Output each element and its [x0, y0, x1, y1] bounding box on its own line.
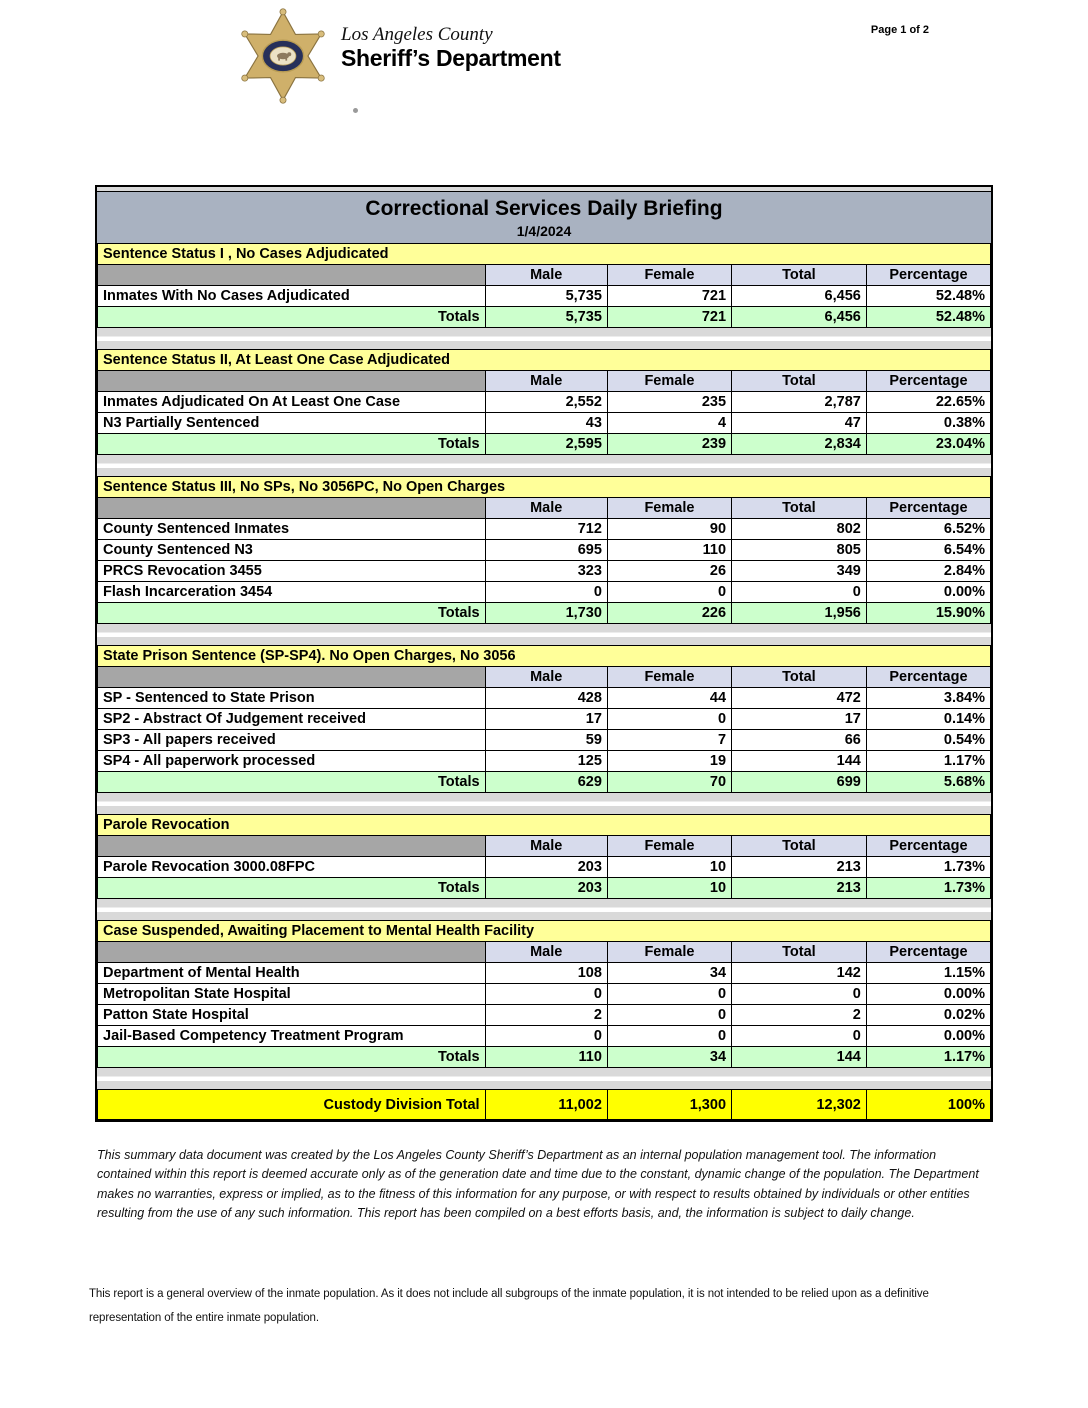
column-header-female: Female [607, 836, 731, 857]
totals-value: 110 [485, 1047, 607, 1068]
column-header-percentage: Percentage [866, 265, 990, 286]
cell-value: 6,456 [732, 286, 867, 307]
column-header-female: Female [607, 667, 731, 688]
section-table [97, 349, 991, 455]
cell-value: 2,787 [732, 392, 867, 413]
disclaimer-text: This summary data document was created by the Los Angeles County Sheriff’s Department as an internal population management tool. The information contained within this report is deemed accurate only as of the generation date and time due to the constant, dynamic change of the population. The Department makes no warranties, express or implied, as to the fitness of this information for any purpose, or with respect to results obtained by individuals or other entities resulting from the use of any such information. This report has been compiled on a best efforts basis, and, the information is subject to daily change. [97, 1148, 979, 1221]
section-spacer [97, 1068, 991, 1089]
table-row [98, 963, 991, 984]
registered-mark-icon [353, 108, 358, 113]
cell-value: 805 [732, 540, 867, 561]
cell-value: 125 [485, 751, 607, 772]
row-label: Flash Incarceration 3454 [98, 582, 486, 603]
column-spacer-cell [98, 942, 486, 963]
totals-value: 239 [607, 434, 731, 455]
cell-value: 721 [607, 286, 731, 307]
section-header-row [98, 646, 991, 667]
cell-value: 0.00% [866, 1026, 990, 1047]
cell-value: 0.38% [866, 413, 990, 434]
page-number-label: Page 1 of 2 [870, 24, 929, 36]
totals-value: 1,956 [732, 603, 867, 624]
cell-value: 323 [485, 561, 607, 582]
cell-value: 2.84% [866, 561, 990, 582]
cell-value: 5,735 [485, 286, 607, 307]
column-header-female: Female [607, 942, 731, 963]
cell-value: 47 [732, 413, 867, 434]
cell-value: 0.02% [866, 1005, 990, 1026]
cell-value: 3.84% [866, 688, 990, 709]
section-header-row [98, 921, 991, 942]
totals-value: 213 [732, 878, 867, 899]
column-header-total: Total [732, 942, 867, 963]
totals-value: 52.48% [866, 307, 990, 328]
row-label: SP - Sentenced to State Prison [98, 688, 486, 709]
section-title: Sentence Status II, At Least One Case Adjudicated [98, 350, 991, 371]
table-row [98, 984, 991, 1005]
row-label: SP3 - All papers received [98, 730, 486, 751]
table-row [98, 540, 991, 561]
section-header-row [98, 244, 991, 265]
cell-value: 1.15% [866, 963, 990, 984]
cell-value: 90 [607, 519, 731, 540]
column-header-row [98, 371, 991, 392]
cell-value: 0 [607, 582, 731, 603]
totals-value: 23.04% [866, 434, 990, 455]
section-table [97, 645, 991, 793]
column-header-row [98, 942, 991, 963]
row-label: Department of Mental Health [98, 963, 486, 984]
row-label: Metropolitan State Hospital [98, 984, 486, 1005]
column-spacer-cell [98, 667, 486, 688]
section-title: Parole Revocation [98, 815, 991, 836]
totals-value: 10 [607, 878, 731, 899]
cell-value: 235 [607, 392, 731, 413]
column-spacer-cell [98, 498, 486, 519]
totals-value: 34 [607, 1047, 731, 1068]
totals-row [98, 1047, 991, 1068]
cell-value: 17 [732, 709, 867, 730]
totals-value: 721 [607, 307, 731, 328]
sheriff-star-badge-icon [235, 8, 331, 104]
row-label: SP4 - All paperwork processed [98, 751, 486, 772]
totals-row [98, 434, 991, 455]
table-row [98, 709, 991, 730]
column-header-percentage: Percentage [866, 942, 990, 963]
cell-value: 712 [485, 519, 607, 540]
table-row [98, 392, 991, 413]
column-spacer-cell [98, 836, 486, 857]
section-table [97, 920, 991, 1068]
grand-total-label: Custody Division Total [98, 1090, 486, 1120]
table-row [98, 730, 991, 751]
cell-value: 0 [607, 1026, 731, 1047]
grand-total-percentage: 100% [866, 1090, 990, 1120]
cell-value: 6.52% [866, 519, 990, 540]
column-header-percentage: Percentage [866, 371, 990, 392]
column-header-total: Total [732, 836, 867, 857]
cell-value: 0 [607, 984, 731, 1005]
totals-label: Totals [98, 772, 486, 793]
cell-value: 695 [485, 540, 607, 561]
report-title: Correctional Services Daily Briefing [365, 197, 723, 220]
grand-total-female: 1,300 [607, 1090, 731, 1120]
section-title: Case Suspended, Awaiting Placement to Mental Health Facility [98, 921, 991, 942]
column-header-male: Male [485, 265, 607, 286]
cell-value: 108 [485, 963, 607, 984]
column-header-percentage: Percentage [866, 498, 990, 519]
row-label: Inmates Adjudicated On At Least One Case [98, 392, 486, 413]
column-header-male: Male [485, 498, 607, 519]
row-label: N3 Partially Sentenced [98, 413, 486, 434]
grand-total-table [97, 1089, 991, 1120]
column-header-percentage: Percentage [866, 836, 990, 857]
cell-value: 110 [607, 540, 731, 561]
row-label: Inmates With No Cases Adjudicated [98, 286, 486, 307]
cell-value: 0.00% [866, 582, 990, 603]
cell-value: 144 [732, 751, 867, 772]
grand-total-row [98, 1090, 991, 1120]
totals-value: 203 [485, 878, 607, 899]
totals-value: 1,730 [485, 603, 607, 624]
cell-value: 66 [732, 730, 867, 751]
table-row [98, 286, 991, 307]
column-header-row [98, 498, 991, 519]
cell-value: 43 [485, 413, 607, 434]
column-header-total: Total [732, 371, 867, 392]
cell-value: 472 [732, 688, 867, 709]
cell-value: 2 [732, 1005, 867, 1026]
totals-label: Totals [98, 878, 486, 899]
column-header-female: Female [607, 265, 731, 286]
section-header-row [98, 815, 991, 836]
totals-row [98, 307, 991, 328]
totals-value: 1.17% [866, 1047, 990, 1068]
cell-value: 0 [607, 1005, 731, 1026]
column-header-row [98, 667, 991, 688]
row-label: SP2 - Abstract Of Judgement received [98, 709, 486, 730]
column-header-row [98, 265, 991, 286]
table-row [98, 413, 991, 434]
column-header-male: Male [485, 836, 607, 857]
table-row [98, 751, 991, 772]
cell-value: 0 [485, 582, 607, 603]
section-title: Sentence Status III, No SPs, No 3056PC, No Open Charges [98, 477, 991, 498]
cell-value: 22.65% [866, 392, 990, 413]
cell-value: 2 [485, 1005, 607, 1026]
column-header-total: Total [732, 498, 867, 519]
section-spacer [97, 328, 991, 349]
column-header-female: Female [607, 371, 731, 392]
cell-value: 0 [732, 582, 867, 603]
cell-value: 349 [732, 561, 867, 582]
cell-value: 6.54% [866, 540, 990, 561]
section-title: Sentence Status I , No Cases Adjudicated [98, 244, 991, 265]
sections-container [97, 243, 991, 1089]
cell-value: 428 [485, 688, 607, 709]
cell-value: 0 [732, 984, 867, 1005]
column-header-female: Female [607, 498, 731, 519]
section-spacer [97, 624, 991, 645]
cell-value: 213 [732, 857, 867, 878]
table-row [98, 582, 991, 603]
column-header-male: Male [485, 667, 607, 688]
totals-value: 699 [732, 772, 867, 793]
section-spacer [97, 455, 991, 476]
totals-value: 15.90% [866, 603, 990, 624]
table-row [98, 1005, 991, 1026]
agency-department-label: Sheriff’s Department [341, 45, 561, 71]
cell-value: 0 [607, 709, 731, 730]
cell-value: 0 [732, 1026, 867, 1047]
table-row [98, 519, 991, 540]
row-label: Patton State Hospital [98, 1005, 486, 1026]
agency-logo [235, 8, 561, 104]
section-title: State Prison Sentence (SP-SP4). No Open Charges, No 3056 [98, 646, 991, 667]
cell-value: 0.00% [866, 984, 990, 1005]
cell-value: 1.73% [866, 857, 990, 878]
column-header-male: Male [485, 371, 607, 392]
cell-value: 10 [607, 857, 731, 878]
footnote-text: This report is a general overview of the inmate population. As it does not include all subgroups of the inmate population, it is not intended to be relied upon as a definitive representation of the entire inmate population. [89, 1287, 929, 1325]
totals-value: 144 [732, 1047, 867, 1068]
cell-value: 203 [485, 857, 607, 878]
section-spacer [97, 793, 991, 814]
totals-row [98, 878, 991, 899]
agency-name [341, 8, 561, 72]
document-header [95, 0, 993, 185]
row-label: County Sentenced Inmates [98, 519, 486, 540]
totals-value: 2,834 [732, 434, 867, 455]
totals-value: 1.73% [866, 878, 990, 899]
cell-value: 44 [607, 688, 731, 709]
section-table [97, 243, 991, 328]
column-spacer-cell [98, 371, 486, 392]
section-table [97, 814, 991, 899]
totals-label: Totals [98, 307, 486, 328]
cell-value: 52.48% [866, 286, 990, 307]
cell-value: 17 [485, 709, 607, 730]
column-header-total: Total [732, 265, 867, 286]
totals-row [98, 603, 991, 624]
section-spacer [97, 899, 991, 920]
grand-total-male: 11,002 [485, 1090, 607, 1120]
totals-value: 629 [485, 772, 607, 793]
section-header-row [98, 477, 991, 498]
totals-value: 2,595 [485, 434, 607, 455]
report-title-bar [97, 192, 991, 243]
report-date: 1/4/2024 [516, 223, 572, 239]
cell-value: 59 [485, 730, 607, 751]
row-label: Jail-Based Competency Treatment Program [98, 1026, 486, 1047]
row-label: County Sentenced N3 [98, 540, 486, 561]
agency-county-label: Los Angeles County [341, 24, 493, 45]
table-row [98, 561, 991, 582]
cell-value: 34 [607, 963, 731, 984]
table-row [98, 857, 991, 878]
totals-label: Totals [98, 434, 486, 455]
totals-label: Totals [98, 603, 486, 624]
grand-total-total: 12,302 [732, 1090, 867, 1120]
totals-value: 5.68% [866, 772, 990, 793]
cell-value: 19 [607, 751, 731, 772]
report-block [95, 185, 993, 1122]
cell-value: 4 [607, 413, 731, 434]
totals-value: 5,735 [485, 307, 607, 328]
column-header-percentage: Percentage [866, 667, 990, 688]
section-header-row [98, 350, 991, 371]
table-row [98, 1026, 991, 1047]
column-header-male: Male [485, 942, 607, 963]
cell-value: 802 [732, 519, 867, 540]
cell-value: 2,552 [485, 392, 607, 413]
totals-label: Totals [98, 1047, 486, 1068]
totals-value: 70 [607, 772, 731, 793]
cell-value: 0.14% [866, 709, 990, 730]
column-spacer-cell [98, 265, 486, 286]
column-header-row [98, 836, 991, 857]
table-row [98, 688, 991, 709]
totals-row [98, 772, 991, 793]
cell-value: 0 [485, 984, 607, 1005]
row-label: Parole Revocation 3000.08FPC [98, 857, 486, 878]
cell-value: 0.54% [866, 730, 990, 751]
cell-value: 0 [485, 1026, 607, 1047]
totals-value: 226 [607, 603, 731, 624]
cell-value: 7 [607, 730, 731, 751]
section-table [97, 476, 991, 624]
cell-value: 142 [732, 963, 867, 984]
totals-value: 6,456 [732, 307, 867, 328]
column-header-total: Total [732, 667, 867, 688]
cell-value: 26 [607, 561, 731, 582]
cell-value: 1.17% [866, 751, 990, 772]
row-label: PRCS Revocation 3455 [98, 561, 486, 582]
